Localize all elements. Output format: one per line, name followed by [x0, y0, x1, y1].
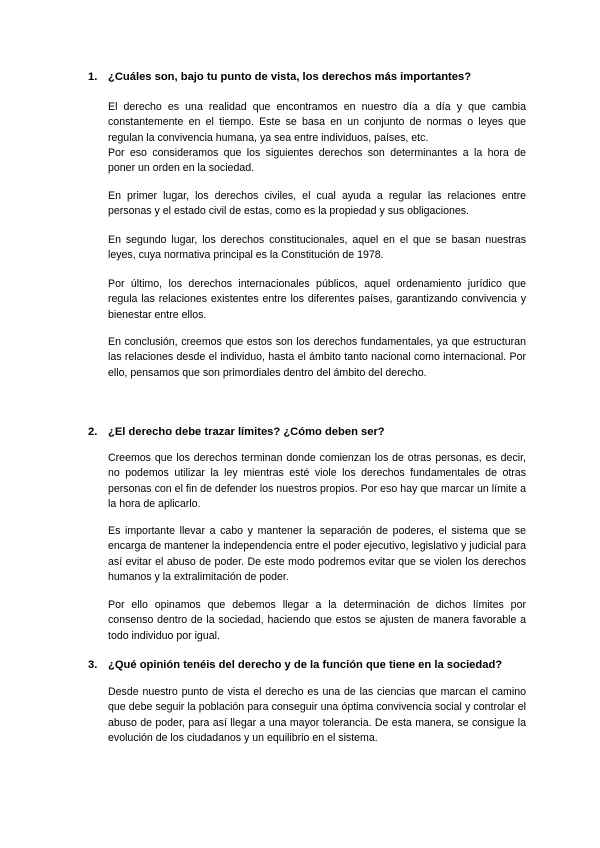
- paragraph: En segundo lugar, los derechos constitucionales, aquel en el que se basan nuestras leyes, cuya normativa principal es la Constitución de 1978.: [108, 234, 526, 262]
- paragraph: Por ello opinamos que debemos llegar a la determinación de dichos límites por consenso dentro de la sociedad, haciendo que estos se ajusten de manera favorable a todo individuo por igual.: [108, 599, 526, 642]
- question-heading: [88, 658, 502, 672]
- paragraph: En primer lugar, los derechos civiles, el cual ayuda a regular las relaciones entre personas y el estado civil de estas, como es la propiedad y sus obligaciones.: [108, 190, 526, 218]
- question-title: ¿El derecho debe trazar límites? ¿Cómo deben ser?: [108, 426, 385, 438]
- question-title: ¿Cuáles son, bajo tu punto de vista, los derechos más importantes?: [108, 71, 472, 83]
- question-title: ¿Qué opinión tenéis del derecho y de la función que tiene en la sociedad?: [108, 659, 503, 671]
- question-heading: [88, 70, 471, 84]
- question-heading: [88, 425, 385, 439]
- question-number: 2.: [88, 426, 98, 438]
- paragraph: Creemos que los derechos terminan donde comienzan los de otras personas, es decir, no podemos utilizar la ley mientras esté viole los derechos fundamentales de otras personas con el fin de defender los nuestros propios. Por eso hay que marcar un límite a la hora de aplicarlo.: [108, 452, 526, 510]
- paragraph: Es importante llevar a cabo y mantener la separación de poderes, el sistema que se encarga de mantener la independencia entre el poder ejecutivo, legislativo y judicial para así evitar el abuso de poder. De este modo podremos evitar que se violen los derechos humanos y la extralimitación de poder.: [108, 525, 526, 583]
- question-number: 3.: [88, 659, 98, 671]
- paragraph: Por eso consideramos que los siguientes derechos son determinantes a la hora de poner un orden en la sociedad.: [108, 147, 526, 175]
- paragraph: Por último, los derechos internacionales públicos, aquel ordenamiento jurídico que regula las relaciones existentes entre los diferentes países, garantizando convivencia y bienestar entre ellos.: [108, 278, 526, 321]
- paragraph: Desde nuestro punto de vista el derecho es una de las ciencias que marcan el camino que debe seguir la población para conseguir una óptima convivencia social y controlar el abuso de poder, para así llegar a una mayor tolerancia. De esta manera, se consigue la evolución de los ciudadanos y un equilibrio en el sistema.: [108, 686, 526, 744]
- paragraph: El derecho es una realidad que encontramos en nuestro día a día y que cambia constantemente en el tiempo. Este se basa en un conjunto de normas o leyes que regulan la convivencia humana, ya sea entre individuos, países, etc.: [108, 101, 526, 144]
- question-number: 1.: [88, 71, 98, 83]
- paragraph: En conclusión, creemos que estos son los derechos fundamentales, ya que estructuran las relaciones desde el individuo, hasta el ámbito tanto nacional como internacional. Por ello, pensamos que son primordiales dentro del ámbito del derecho.: [108, 336, 526, 379]
